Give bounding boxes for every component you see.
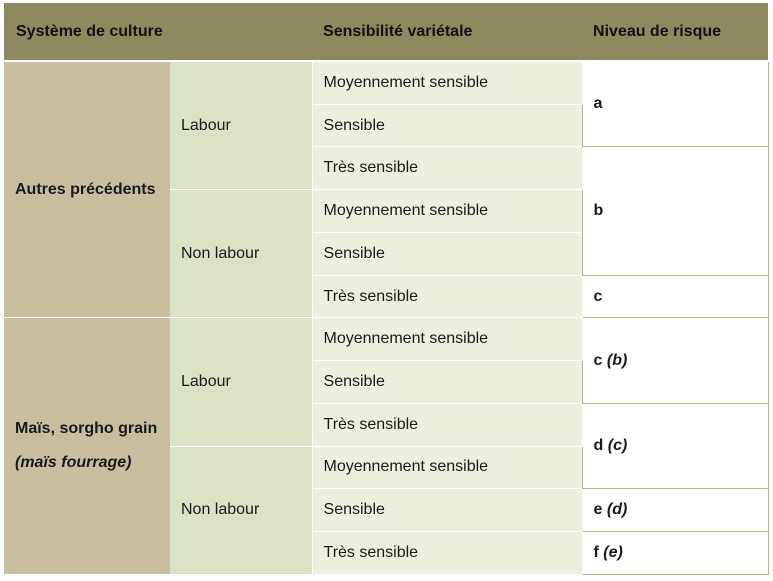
sensitivity-cell: Très sensible xyxy=(312,403,582,446)
risk-cell xyxy=(582,489,768,532)
risk-table xyxy=(4,3,769,575)
tillage-cell: Non labour xyxy=(170,446,312,574)
risk-alt: (b) xyxy=(606,351,628,369)
header-systeme: Système de culture xyxy=(4,3,312,61)
risk-cell xyxy=(582,403,768,488)
risk-main: e xyxy=(593,501,603,519)
sensitivity-cell: Très sensible xyxy=(312,147,582,190)
table-row xyxy=(4,318,768,361)
sensitivity-cell: Sensible xyxy=(312,489,582,532)
risk-alt: (d) xyxy=(606,501,628,519)
risk-alt: (e) xyxy=(603,544,623,562)
tillage-cell: Labour xyxy=(170,318,312,446)
precedent-label: Autres précédents xyxy=(15,180,156,198)
precedent-cell xyxy=(4,61,170,318)
risk-cell: a xyxy=(582,61,768,147)
sensitivity-cell: Moyennement sensible xyxy=(312,318,582,361)
risk-main: c xyxy=(593,351,603,369)
sensitivity-cell: Sensible xyxy=(312,232,582,275)
sensitivity-cell: Très sensible xyxy=(312,532,582,575)
risk-cell xyxy=(582,318,768,403)
tillage-cell: Non labour xyxy=(170,190,312,318)
risk-main: d xyxy=(593,437,604,455)
risk-cell: b xyxy=(582,147,768,275)
header-sensibilite: Sensibilité variétale xyxy=(312,3,582,61)
risk-cell: c xyxy=(582,275,768,318)
sensitivity-cell: Sensible xyxy=(312,104,582,147)
sensitivity-cell: Moyennement sensible xyxy=(312,61,582,104)
header-row xyxy=(4,3,768,61)
precedent-note: (maïs fourrage) xyxy=(15,454,132,472)
sensitivity-cell: Très sensible xyxy=(312,275,582,318)
tillage-cell: Labour xyxy=(170,61,312,190)
risk-main: f xyxy=(593,544,599,562)
sensitivity-cell: Moyennement sensible xyxy=(312,190,582,233)
table-row xyxy=(4,61,768,104)
header-risque: Niveau de risque xyxy=(582,3,768,61)
precedent-label: Maïs, sorgho grain xyxy=(15,420,158,438)
risk-alt: (c) xyxy=(607,437,628,455)
sensitivity-cell: Sensible xyxy=(312,361,582,404)
risk-cell xyxy=(582,532,768,575)
precedent-cell xyxy=(4,318,170,575)
sensitivity-cell: Moyennement sensible xyxy=(312,446,582,489)
